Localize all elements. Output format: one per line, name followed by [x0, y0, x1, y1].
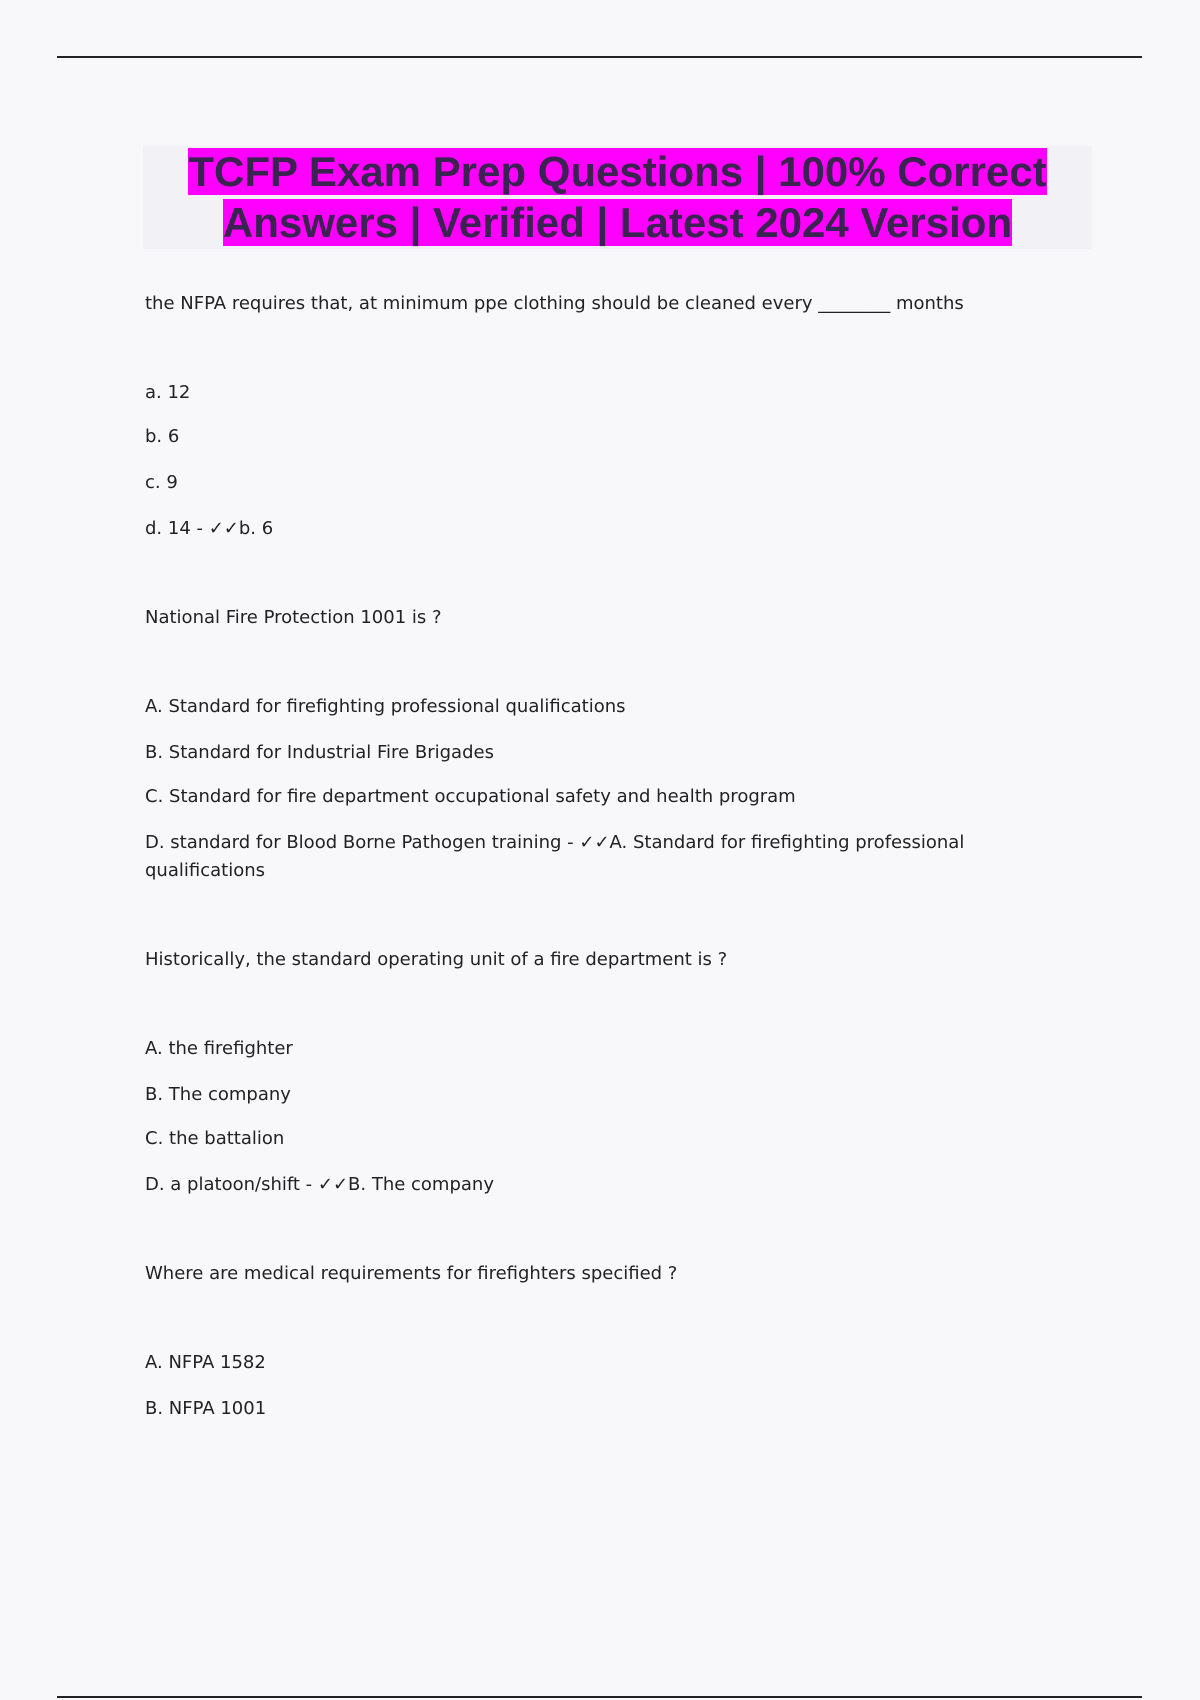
answer-option: b. 6: [145, 426, 180, 447]
answer-option: d. 14 - ✓✓b. 6: [145, 518, 274, 539]
answer-options: [145, 693, 1025, 885]
question-block: [145, 946, 1025, 1199]
answer-option: B. Standard for Industrial Fire Brigades: [145, 742, 494, 763]
document-title-block: [143, 146, 1092, 249]
answer-option: A. NFPA 1582: [145, 1352, 266, 1373]
answer-options: [145, 379, 1025, 543]
answer-option: C. Standard for fire department occupational safety and health program: [145, 786, 796, 807]
document-title-line-2: Answers | Verified | Latest 2024 Version: [222, 199, 1013, 246]
document-title-line-1: TCFP Exam Prep Questions | 100% Correct: [188, 148, 1047, 195]
answer-option: B. The company: [145, 1084, 291, 1105]
answer-option: A. the firefighter: [145, 1038, 293, 1059]
answer-option: D. a platoon/shift - ✓✓B. The company: [145, 1174, 494, 1195]
question-block: [145, 604, 1025, 885]
answer-option: B. NFPA 1001: [145, 1398, 267, 1419]
document-title: [143, 146, 1092, 248]
question-text: National Fire Protection 1001 is ?: [145, 607, 442, 628]
question-text: the NFPA requires that, at minimum ppe clothing should be cleaned every ________ months: [145, 293, 964, 314]
answer-option: c. 9: [145, 472, 178, 493]
answer-option: D. standard for Blood Borne Pathogen training - ✓✓A. Standard for firefighting professional qualifications: [145, 832, 965, 881]
answer-option: A. Standard for firefighting professional qualifications: [145, 696, 626, 717]
question-list: [145, 290, 1025, 1423]
question-block: [145, 290, 1025, 543]
question-text: Where are medical requirements for firefighters specified ?: [145, 1263, 678, 1284]
answer-option: C. the battalion: [145, 1128, 285, 1149]
question-text: Historically, the standard operating unit of a fire department is ?: [145, 949, 728, 970]
answer-option: a. 12: [145, 382, 191, 403]
answer-options: [145, 1035, 1025, 1199]
header-rule: [57, 56, 1142, 58]
answer-options: [145, 1349, 1025, 1423]
footer-rule: [57, 1696, 1142, 1698]
question-block: [145, 1260, 1025, 1423]
